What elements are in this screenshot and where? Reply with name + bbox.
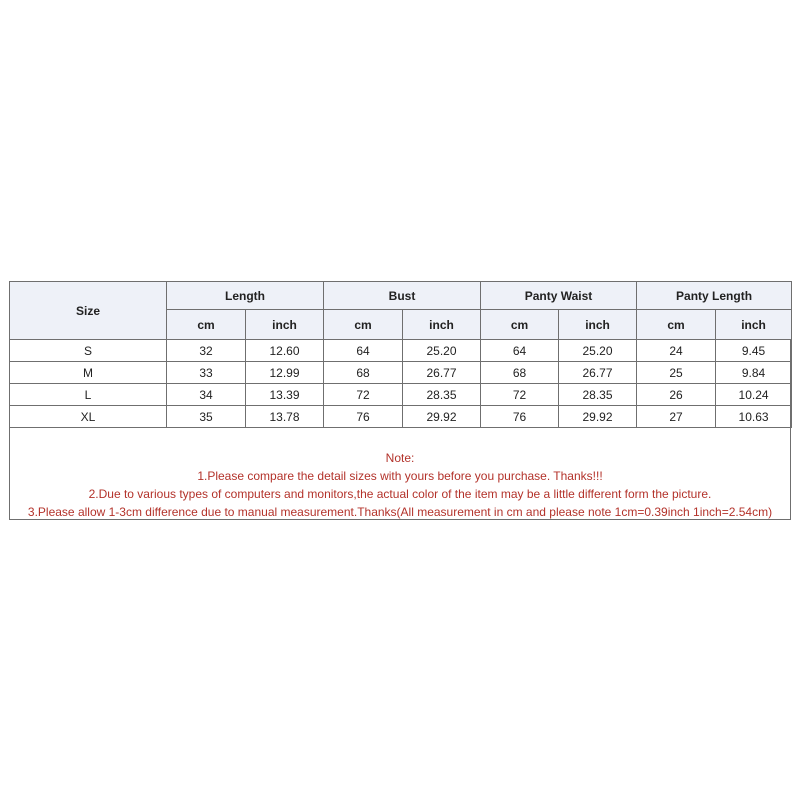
group-header-bust: Bust	[324, 282, 481, 310]
table-cell: 72	[324, 384, 403, 406]
table-cell: 10.24	[716, 384, 792, 406]
table-cell: 12.99	[246, 362, 324, 384]
table-cell: 25.20	[559, 340, 637, 362]
note-line: 3.Please allow 1-3cm difference due to manual measurement.Thanks(All measurement in cm and please note 1cm=0.39inch 1inch=2.54cm)	[27, 505, 773, 519]
table-cell: 13.78	[246, 406, 324, 428]
table-cell: 68	[481, 362, 559, 384]
size-column-header: Size	[10, 282, 167, 340]
table-cell: 28.35	[403, 384, 481, 406]
note-line: 1.Please compare the detail sizes with yours before you purchase. Thanks!!!	[197, 469, 603, 483]
group-header-panty-length: Panty Length	[637, 282, 792, 310]
group-header-panty-waist: Panty Waist	[481, 282, 637, 310]
unit-header: cm	[637, 310, 716, 340]
table-cell: 12.60	[246, 340, 324, 362]
unit-header: inch	[559, 310, 637, 340]
size-table	[9, 281, 792, 428]
table-cell: 64	[324, 340, 403, 362]
size-chart	[9, 281, 791, 520]
table-row	[10, 340, 792, 362]
table-cell: 34	[167, 384, 246, 406]
table-cell: 24	[637, 340, 716, 362]
table-cell: 9.45	[716, 340, 792, 362]
table-cell: 68	[324, 362, 403, 384]
table-cell: 64	[481, 340, 559, 362]
table-cell: 76	[481, 406, 559, 428]
table-cell: 26.77	[559, 362, 637, 384]
table-cell: 29.92	[403, 406, 481, 428]
unit-header: inch	[716, 310, 792, 340]
unit-header: cm	[167, 310, 246, 340]
size-cell: M	[10, 362, 167, 384]
table-cell: 76	[324, 406, 403, 428]
note-line: 2.Due to various types of computers and monitors,the actual color of the item may be a little different form the picture.	[88, 487, 712, 501]
table-cell: 32	[167, 340, 246, 362]
group-header-row	[10, 282, 792, 310]
table-row	[10, 384, 792, 406]
table-cell: 33	[167, 362, 246, 384]
unit-header: inch	[403, 310, 481, 340]
unit-header: inch	[246, 310, 324, 340]
notes-title: Note:	[385, 451, 415, 465]
table-cell: 13.39	[246, 384, 324, 406]
size-cell: S	[10, 340, 167, 362]
size-cell: L	[10, 384, 167, 406]
table-row	[10, 406, 792, 428]
size-cell: XL	[10, 406, 167, 428]
unit-header: cm	[481, 310, 559, 340]
table-cell: 9.84	[716, 362, 792, 384]
table-cell: 26	[637, 384, 716, 406]
table-cell: 29.92	[559, 406, 637, 428]
table-cell: 28.35	[559, 384, 637, 406]
notes-section	[10, 427, 790, 519]
table-cell: 27	[637, 406, 716, 428]
table-cell: 35	[167, 406, 246, 428]
table-cell: 10.63	[716, 406, 792, 428]
group-header-length: Length	[167, 282, 324, 310]
table-cell: 72	[481, 384, 559, 406]
table-cell: 25.20	[403, 340, 481, 362]
table-cell: 25	[637, 362, 716, 384]
table-row	[10, 362, 792, 384]
table-cell: 26.77	[403, 362, 481, 384]
unit-header: cm	[324, 310, 403, 340]
